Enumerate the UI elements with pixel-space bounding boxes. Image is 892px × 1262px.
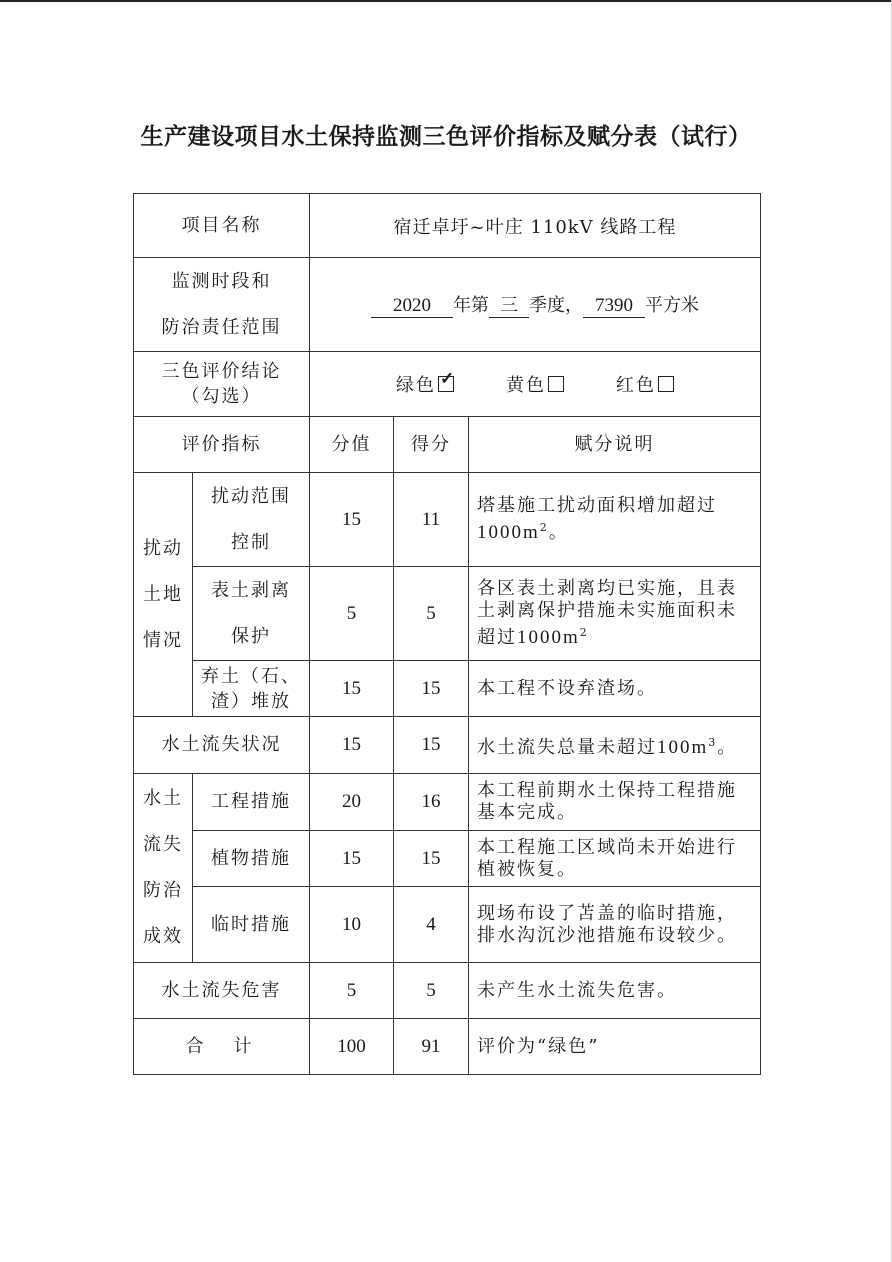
period-area-text: 平方米 bbox=[645, 295, 699, 316]
red-option-label: 红色 bbox=[616, 375, 656, 396]
period-quarter: 三 bbox=[489, 295, 529, 318]
indicator-score: 11 bbox=[394, 473, 469, 567]
indicator-name: 植物措施 bbox=[193, 831, 310, 887]
project-name-value: 宿迁卓圩~叶庄 110kV 线路工程 bbox=[310, 194, 761, 258]
indicator-value: 10 bbox=[310, 887, 394, 963]
table-row bbox=[134, 473, 761, 567]
period-quarter-text: 季度， bbox=[529, 295, 583, 316]
conclusion-options bbox=[310, 352, 761, 417]
red-checkbox[interactable] bbox=[658, 376, 674, 392]
indicator-score: 5 bbox=[394, 963, 469, 1019]
period-label-line1: 监测时段和 bbox=[171, 270, 272, 292]
period-year-text: 年第 bbox=[453, 295, 489, 316]
header-indicator: 评价指标 bbox=[134, 417, 310, 473]
project-name-label: 项目名称 bbox=[134, 194, 310, 258]
page-top-border bbox=[0, 0, 892, 2]
indicator-value: 15 bbox=[310, 717, 394, 774]
indicator-note: 各区表土剥离均已实施，且表土剥离保护措施未实施面积未超过$1000m^2$ bbox=[469, 567, 761, 661]
indicator-note: 现场布设了苫盖的临时措施，排水沟沉沙池措施布设较少。 bbox=[469, 887, 761, 963]
indicator-name: 扰动范围 控制 bbox=[193, 473, 310, 567]
indicator-value: 15 bbox=[310, 661, 394, 717]
table-row bbox=[134, 717, 761, 774]
header-score: 得分 bbox=[394, 417, 469, 473]
indicator-note: 未产生水土流失危害。 bbox=[469, 963, 761, 1019]
conclusion-label-line1: 三色评价结论 bbox=[161, 361, 282, 382]
indicator-value: 5 bbox=[310, 963, 394, 1019]
indicator-value: 15 bbox=[310, 831, 394, 887]
indicator-note: 本工程施工区域尚未开始进行植被恢复。 bbox=[469, 831, 761, 887]
project-row bbox=[134, 194, 761, 258]
indicator-value: 15 bbox=[310, 473, 394, 567]
period-label bbox=[134, 258, 310, 352]
evaluation-table bbox=[133, 193, 761, 1075]
indicator-name: 工程措施 bbox=[193, 774, 310, 831]
indicator-score: 15 bbox=[394, 661, 469, 717]
period-area: 7390 bbox=[583, 295, 645, 318]
total-row bbox=[134, 1019, 761, 1075]
conclusion-label-line2: （勾选） bbox=[181, 386, 262, 407]
indicator-name: 弃土（石、 渣）堆放 bbox=[193, 661, 310, 717]
indicator-value: 20 bbox=[310, 774, 394, 831]
indicator-value: 5 bbox=[310, 567, 394, 661]
indicator-score: 15 bbox=[394, 831, 469, 887]
disturbance-category: 扰动 土地 情况 bbox=[134, 473, 193, 717]
indicator-score: 15 bbox=[394, 717, 469, 774]
table-row bbox=[134, 963, 761, 1019]
table-row bbox=[134, 774, 761, 831]
period-label-line2: 防治责任范围 bbox=[161, 316, 282, 338]
indicator-name: 表土剥离 保护 bbox=[193, 567, 310, 661]
indicator-score: 4 bbox=[394, 887, 469, 963]
check-mark-icon: ✓ bbox=[440, 369, 457, 389]
period-row bbox=[134, 258, 761, 352]
total-value: 100 bbox=[310, 1019, 394, 1075]
indicator-note: 塔基施工扰动面积增加超过$1000m^2$。 bbox=[469, 473, 761, 567]
table-row bbox=[134, 567, 761, 661]
indicator-note: 水土流失总量未超过$100m^3$。 bbox=[469, 717, 761, 774]
indicator-score: 16 bbox=[394, 774, 469, 831]
conclusion-row bbox=[134, 352, 761, 417]
table-row bbox=[134, 661, 761, 717]
green-option-label: 绿色 bbox=[396, 375, 436, 396]
conclusion-label bbox=[134, 352, 310, 417]
indicator-name: 临时措施 bbox=[193, 887, 310, 963]
yellow-checkbox[interactable] bbox=[548, 376, 564, 392]
header-note: 赋分说明 bbox=[469, 417, 761, 473]
header-row bbox=[134, 417, 761, 473]
green-checkbox[interactable] bbox=[438, 369, 457, 392]
indicator-note: 本工程前期水土保持工程措施基本完成。 bbox=[469, 774, 761, 831]
prevention-category: 水土 流失 防治 成效 bbox=[134, 774, 193, 963]
indicator-note: 本工程不设弃渣场。 bbox=[469, 661, 761, 717]
total-note: 评价为“绿色” bbox=[469, 1019, 761, 1075]
yellow-option-label: 黄色 bbox=[506, 375, 546, 396]
period-value bbox=[310, 258, 761, 352]
loss-status-name: 水土流失状况 bbox=[134, 717, 310, 774]
header-value: 分值 bbox=[310, 417, 394, 473]
table-row bbox=[134, 887, 761, 963]
total-score: 91 bbox=[394, 1019, 469, 1075]
hazard-name: 水土流失危害 bbox=[134, 963, 310, 1019]
total-label: 合 计 bbox=[134, 1019, 310, 1075]
document-title: 生产建设项目水土保持监测三色评价指标及赋分表（试行） bbox=[140, 124, 752, 150]
period-year: 2020 bbox=[371, 295, 453, 318]
indicator-score: 5 bbox=[394, 567, 469, 661]
table-row bbox=[134, 831, 761, 887]
